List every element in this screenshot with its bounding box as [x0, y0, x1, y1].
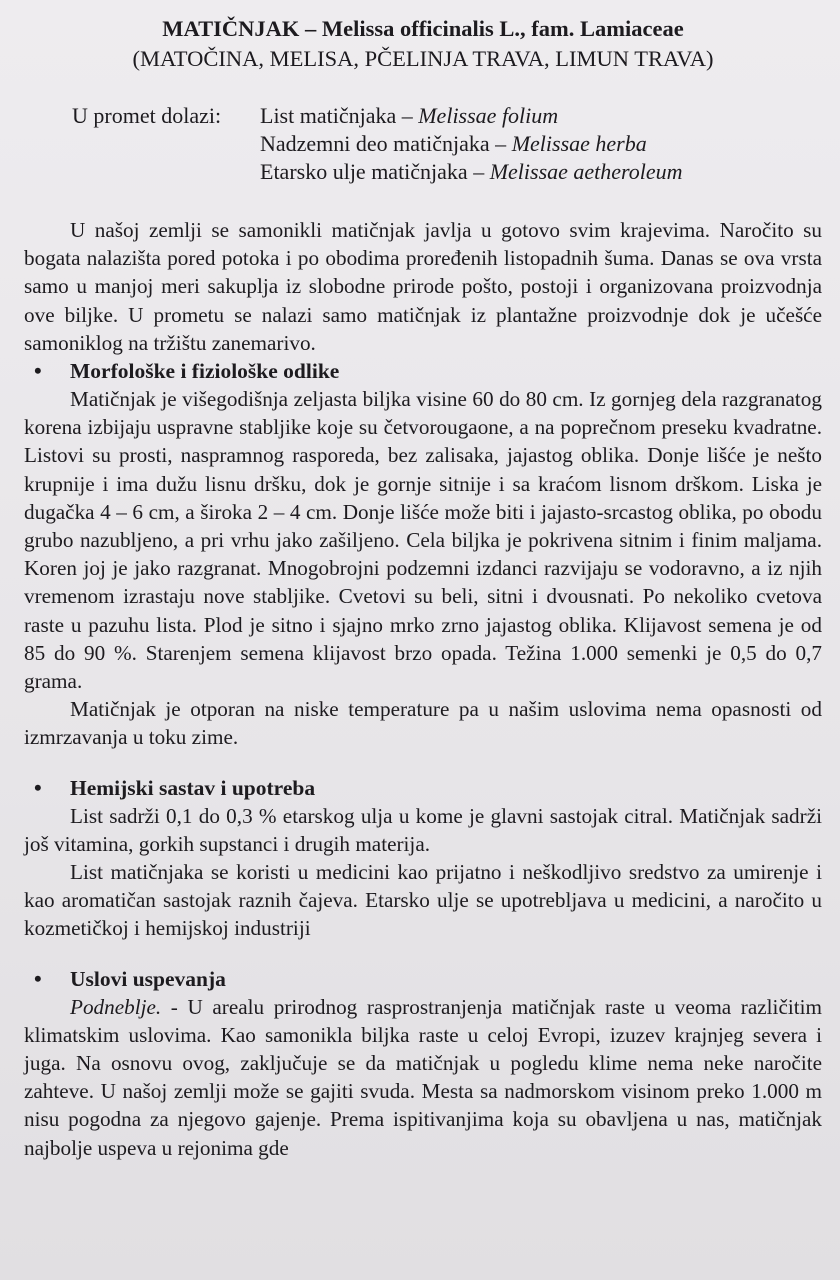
bullet-icon: •: [34, 965, 42, 991]
hemija-paragraph-2: List matičnjaka se koristi u medicini kao prijatno i neškodljivo sredstvo za umirenje i kao aromatičan sastojak raznih čajeva. Etarsko ulje se upotrebljava u medicini, a naročito u kozmetičkoj i hemijskoj industriji: [24, 860, 822, 941]
page-subtitle: (MATOČINA, MELISA, PČELINJA TRAVA, LIMUN TRAVA): [132, 46, 714, 71]
bullet-icon: •: [34, 358, 42, 384]
uslovi-lead: Podneblje.: [70, 994, 162, 1019]
section-heading-text: Morfološke i fiziološke odlike: [70, 359, 340, 384]
section-heading-morfologija: [24, 357, 822, 385]
morfologija-paragraph-2: Matičnjak je otporan na niske temperature pa u našim uslovima nema opasnosti od izmrzavanja u toku zime.: [24, 697, 822, 750]
promet-label: U promet dolazi:: [72, 103, 222, 128]
promet-item: Etarsko ulje matičnjaka – Melissae aetheroleum: [260, 159, 683, 184]
uslovi-text: - U arealu prirodnog rasprostranjenja matičnjak raste u veoma različitim klimatskim uslovima. Kao samonikla biljka raste u celoj Evropi, izuzev krajnjeg severa i juga. Na osnovu ovog, zaključuje se da matičnjak u pogledu klime nema neke naročite zahteve. U našoj zemlji može se gajiti svuda. Mesta sa nadmorskom visinom preko 1.000 m nisu pogodna za njegovo gajenje. Prema ispitivanjima koja su obavljena u nas, matičnjak najbolje uspeva u rejonima gde: [24, 994, 822, 1160]
bullet-icon: •: [34, 774, 42, 800]
section-heading-uslovi: [24, 965, 822, 993]
promet-item: Nadzemni deo matičnjaka – Melissae herba: [260, 131, 647, 156]
promet-block: [72, 102, 822, 186]
uslovi-paragraph-1: [24, 993, 822, 1162]
page-title: MATIČNJAK – Melissa officinalis L., fam. Lamiaceae: [162, 16, 684, 41]
intro-paragraph: U našoj zemlji se samonikli matičnjak javlja u gotovo svim krajevima. Naročito su bogata nalazišta pored potoka i po obodima proređenih listopadnih šuma. Danas se ova vrsta samo u manjoj meri sakuplja iz slobodne prirode pošto, postoji i organizovana proizvodnja ove biljke. U prometu se nalazi samo matičnjak iz plantažne proizvodnje dok je učešće samoniklog na tržištu zanemarivo.: [24, 218, 822, 355]
hemija-paragraph-1: List sadrži 0,1 do 0,3 % etarskog ulja u kome je glavni sastojak citral. Matičnjak sadrži još vitamina, gorkih supstanci i drugih materija.: [24, 803, 822, 856]
morfologija-paragraph-1: Matičnjak je višegodišnja zeljasta biljka visine 60 do 80 cm. Iz gornjeg dela razgranatog korena izbijaju uspravne stabljike koje su četvorougaone, a na poprečnom preseku kvadratne. Listovi su prosti, naspramnog rasporeda, bez zalisaka, jajastog oblika. Donje lišće je nešto krupnije i ima dužu lisnu dršku, dok je gornje sitnije i sa kraćom lisnom drškom. Liska je dugačka 4 – 6 cm, a široka 2 – 4 cm. Donje lišće može biti i jajasto-srcastog oblika, po obodu grubo nazubljeno, a pri vrhu jako zašiljeno. Cela biljka je pokrivena sitnim i finim maljama. Koren joj je jako razgranat. Mnogobrojni podzemni izdanci razvijaju se vodoravno, a iz njih vremenom izrastaju nove stabljike. Cvetovi su beli, sitni i dvousnati. Po nekoliko cvetova raste u pazuhu lista. Plod je sitno i sjajno mrko zrno jajastog oblika. Klijavost semena je od 85 do 90 %. Starenjem semena klijavost brzo opada. Težina 1.000 semenki je 0,5 do 0,7 grama.: [24, 387, 822, 694]
section-heading-text: Uslovi uspevanja: [70, 966, 226, 991]
section-heading-hemija: [24, 774, 822, 802]
promet-item: List matičnjaka – Melissae folium: [260, 103, 559, 128]
section-heading-text: Hemijski sastav i upotreba: [70, 775, 316, 800]
promet-list: [260, 102, 683, 186]
